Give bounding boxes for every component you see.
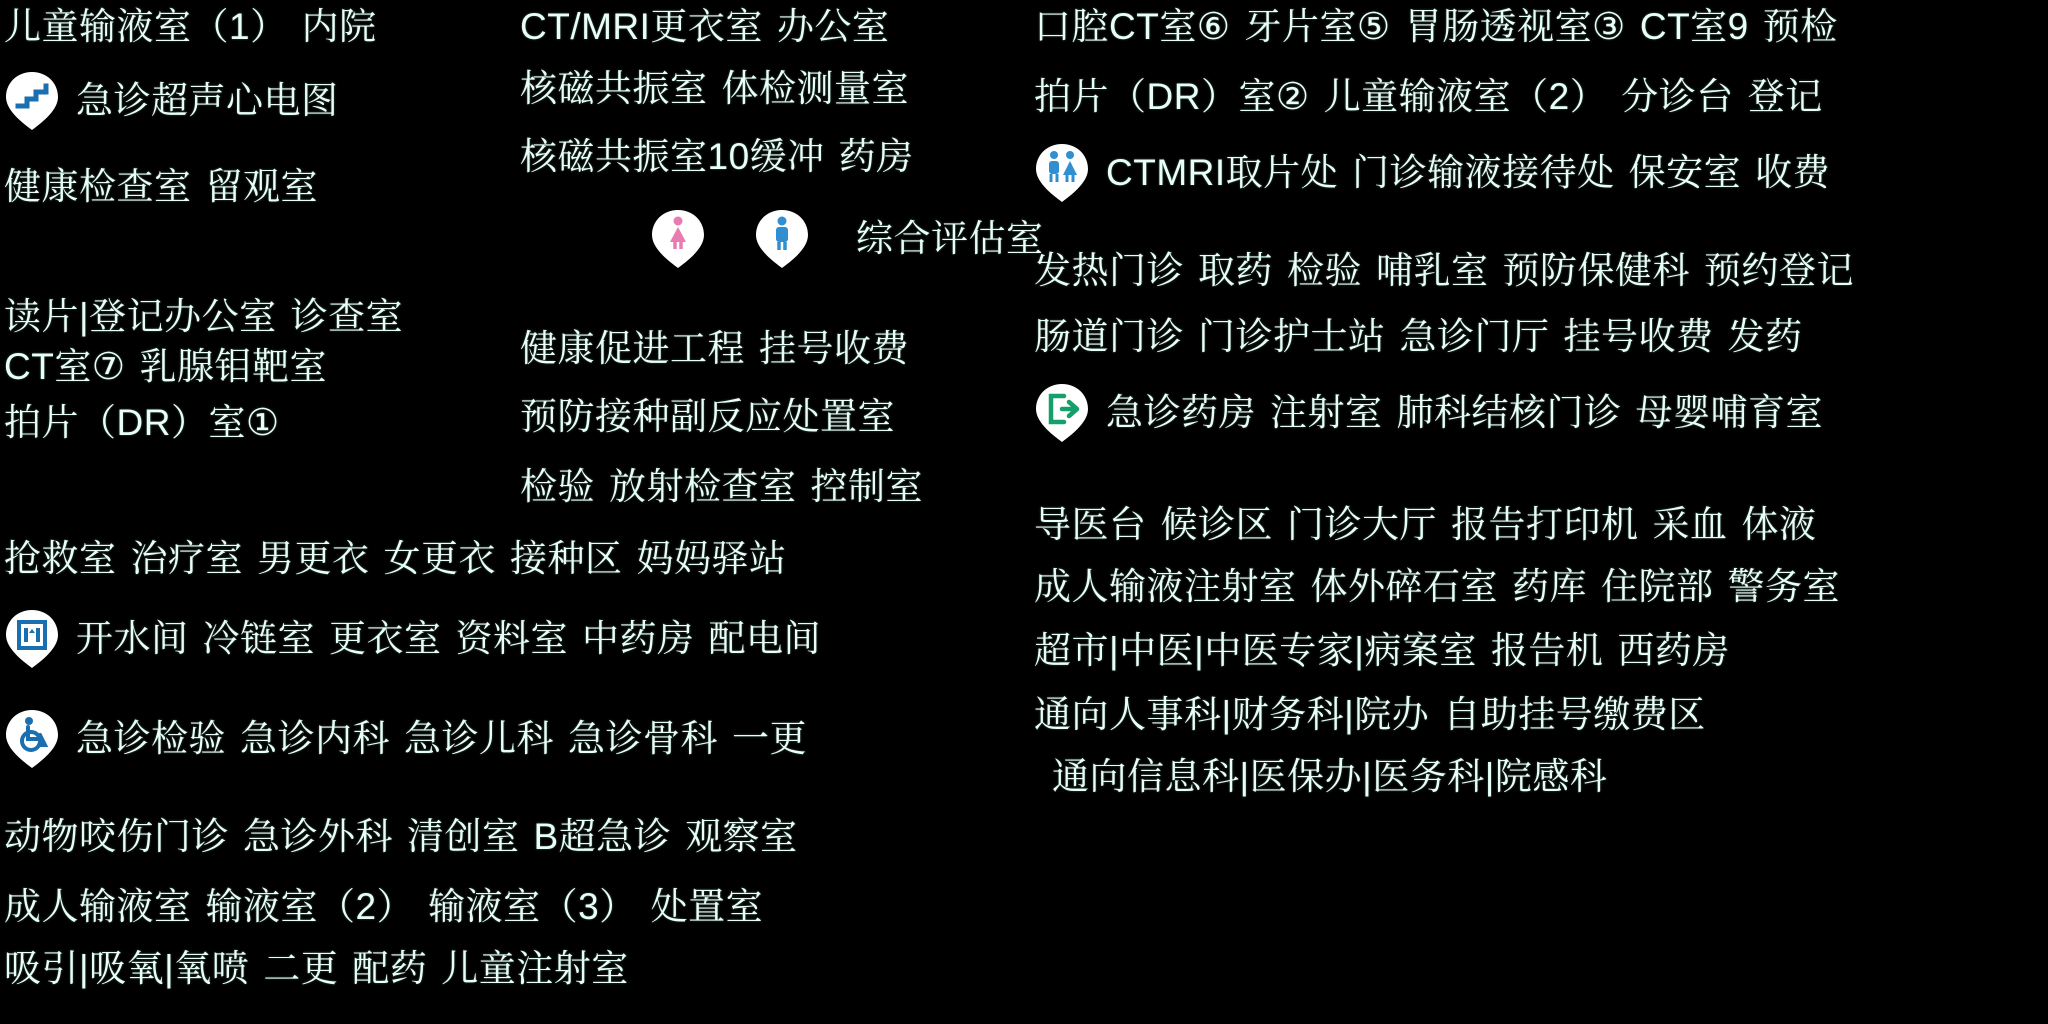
room-label: CTMRI取片处 — [1106, 151, 1339, 193]
room-label: 健康检查室 — [4, 166, 192, 207]
room-label: 体外碎石室 — [1310, 566, 1498, 607]
room-label: 冷链室 — [202, 617, 315, 659]
list-item[interactable] — [520, 138, 914, 177]
list-item[interactable] — [1034, 8, 1838, 47]
elevator-icon — [4, 608, 60, 670]
room-label: 发热门诊 — [1034, 250, 1184, 291]
room-label: CT室9 — [1639, 6, 1749, 47]
room-label: 导医台 — [1034, 504, 1147, 545]
list-item[interactable] — [4, 888, 763, 927]
list-item[interactable] — [1034, 252, 1854, 291]
room-label: 放射检查室 — [609, 466, 797, 507]
room-label: 报告机 — [1490, 630, 1604, 671]
list-item[interactable] — [4, 708, 807, 770]
room-label: 超市|中医|中医专家|病案室 — [1034, 630, 1477, 671]
room-label: 检验 — [1287, 250, 1362, 291]
room-label: CT/MRI更衣室 — [520, 6, 763, 47]
room-label: 门诊大厅 — [1287, 504, 1437, 545]
room-label: 警务室 — [1727, 566, 1840, 607]
list-item[interactable] — [1034, 696, 1706, 735]
list-item[interactable] — [520, 468, 923, 507]
room-label: 住院部 — [1601, 566, 1714, 607]
list-item[interactable] — [4, 168, 318, 207]
list-item[interactable] — [1034, 318, 1803, 357]
room-label: 男更衣 — [257, 538, 370, 579]
room-label: 母婴哺育室 — [1635, 391, 1823, 433]
room-label: 药房 — [838, 136, 914, 177]
room-label: 诊查室 — [290, 296, 404, 337]
room-label: 发药 — [1727, 316, 1803, 357]
room-label: 报告打印机 — [1451, 504, 1639, 545]
restroom-women-icon — [650, 208, 706, 270]
list-item[interactable] — [4, 950, 629, 989]
list-item[interactable] — [1034, 632, 1730, 671]
list-item[interactable] — [4, 298, 403, 337]
list-item[interactable] — [1034, 78, 1823, 117]
list-item[interactable] — [4, 608, 821, 670]
room-label: 分诊台 — [1621, 76, 1734, 117]
room-label: 开水间 — [76, 617, 189, 659]
room-label: 预防接种副反应处置室 — [520, 396, 895, 437]
room-label: 预防保健科 — [1502, 250, 1690, 291]
room-label: 动物咬伤门诊 — [4, 816, 229, 857]
room-label: 急诊超声心电图 — [76, 79, 339, 121]
list-item[interactable] — [1034, 568, 1840, 607]
room-label: 药库 — [1512, 566, 1587, 607]
room-label: 清创室 — [407, 816, 520, 857]
list-item[interactable] — [4, 404, 280, 443]
room-label: 观察室 — [685, 816, 798, 857]
room-label: 成人输液注射室 — [1034, 566, 1297, 607]
room-label: 体液 — [1741, 504, 1817, 545]
room-label: 肺科结核门诊 — [1396, 391, 1622, 433]
room-label: 通向信息科|医保办|医务科|院感科 — [1052, 756, 1608, 797]
room-label: B超急诊 — [533, 816, 672, 857]
list-item[interactable] — [4, 348, 327, 387]
list-item[interactable] — [650, 208, 1044, 270]
room-label: 综合评估室 — [856, 217, 1044, 259]
room-label: 登记 — [1747, 76, 1823, 117]
list-item[interactable] — [520, 398, 895, 437]
room-label: 采血 — [1652, 504, 1728, 545]
list-item[interactable] — [520, 330, 909, 369]
list-item[interactable] — [520, 8, 889, 47]
list-item[interactable] — [4, 818, 798, 857]
room-label: 检验 — [520, 466, 595, 507]
room-label: 接种区 — [510, 538, 623, 579]
list-item[interactable] — [4, 540, 787, 579]
room-label: 成人输液室 — [4, 886, 192, 927]
room-label: 健康促进工程 — [520, 328, 745, 369]
room-label: 妈妈驿站 — [636, 538, 787, 579]
list-item[interactable] — [4, 8, 377, 47]
room-label: 取药 — [1198, 250, 1273, 291]
room-label: 更衣室 — [329, 617, 442, 659]
list-item[interactable] — [1034, 506, 1817, 545]
restroom-family-icon — [1034, 142, 1090, 204]
room-label: 抢救室 — [4, 538, 117, 579]
room-label: 读片|登记办公室 — [4, 296, 277, 337]
room-label: 资料室 — [455, 617, 568, 659]
room-label: 输液室（2） — [205, 886, 415, 927]
room-label: 女更衣 — [383, 538, 496, 579]
room-label: 候诊区 — [1160, 504, 1273, 545]
room-label: 配药 — [352, 948, 428, 989]
room-label: 拍片（DR）室② — [1034, 76, 1310, 117]
room-label: 门诊护士站 — [1198, 316, 1386, 357]
room-label: 处置室 — [650, 886, 764, 927]
room-label: 核磁共振室10缓冲 — [520, 136, 825, 177]
room-label: 急诊儿科 — [404, 717, 554, 759]
room-label: 拍片（DR）室① — [4, 402, 280, 443]
room-label: 核磁共振室 — [520, 68, 708, 109]
room-label: 保安室 — [1628, 151, 1742, 193]
room-label: 急诊药房 — [1106, 391, 1256, 433]
stairs-icon — [4, 70, 60, 132]
room-label: 注射室 — [1270, 391, 1383, 433]
room-label: 收费 — [1755, 151, 1831, 193]
room-label: 控制室 — [810, 466, 923, 507]
room-label: 留观室 — [205, 166, 318, 207]
room-label: 急诊门厅 — [1399, 316, 1550, 357]
room-label: 二更 — [263, 948, 339, 989]
room-label: 挂号收费 — [759, 328, 909, 369]
wheelchair-icon — [4, 708, 60, 770]
room-label: 体检测量室 — [721, 68, 909, 109]
list-item[interactable] — [520, 70, 909, 109]
room-label: 肠道门诊 — [1034, 316, 1184, 357]
room-label: 牙片室⑤ — [1244, 6, 1391, 47]
room-label: 挂号收费 — [1563, 316, 1714, 357]
list-item[interactable] — [1052, 758, 1607, 797]
room-label: 急诊外科 — [243, 816, 393, 857]
room-label: 儿童输液室（1） — [4, 6, 288, 47]
room-label: 西药房 — [1617, 630, 1730, 671]
room-label: 急诊内科 — [240, 717, 390, 759]
room-label: 一更 — [732, 717, 807, 759]
room-label: 预检 — [1762, 6, 1838, 47]
room-label: 乳腺钼靶室 — [139, 346, 327, 387]
room-label: 口腔CT室⑥ — [1034, 6, 1231, 47]
room-label: 急诊骨科 — [568, 717, 718, 759]
list-item[interactable] — [4, 70, 339, 132]
room-label: 哺乳室 — [1376, 250, 1489, 291]
exit-icon — [1034, 382, 1090, 444]
room-label: 吸引|吸氧|氧喷 — [4, 948, 250, 989]
room-label: 儿童注射室 — [441, 948, 629, 989]
room-label: 办公室 — [776, 6, 890, 47]
room-label: 儿童输液室（2） — [1323, 76, 1608, 117]
room-label: 门诊输液接待处 — [1352, 151, 1615, 193]
room-label: 通向人事科|财务科|院办 — [1034, 694, 1430, 735]
room-label: 治疗室 — [130, 538, 243, 579]
list-item[interactable] — [1034, 142, 1830, 204]
room-label: 预约登记 — [1704, 250, 1854, 291]
room-label: 急诊检验 — [76, 717, 226, 759]
room-label: 胃肠透视室③ — [1404, 6, 1626, 47]
room-label: 中药房 — [582, 617, 695, 659]
restroom-men-icon — [754, 208, 810, 270]
room-label: CT室⑦ — [4, 346, 126, 387]
list-item[interactable] — [1034, 382, 1823, 444]
room-label: 配电间 — [708, 617, 821, 659]
room-label: 输液室（3） — [428, 886, 637, 927]
room-label: 自助挂号缴费区 — [1443, 694, 1706, 735]
room-label: 内院 — [301, 6, 377, 47]
